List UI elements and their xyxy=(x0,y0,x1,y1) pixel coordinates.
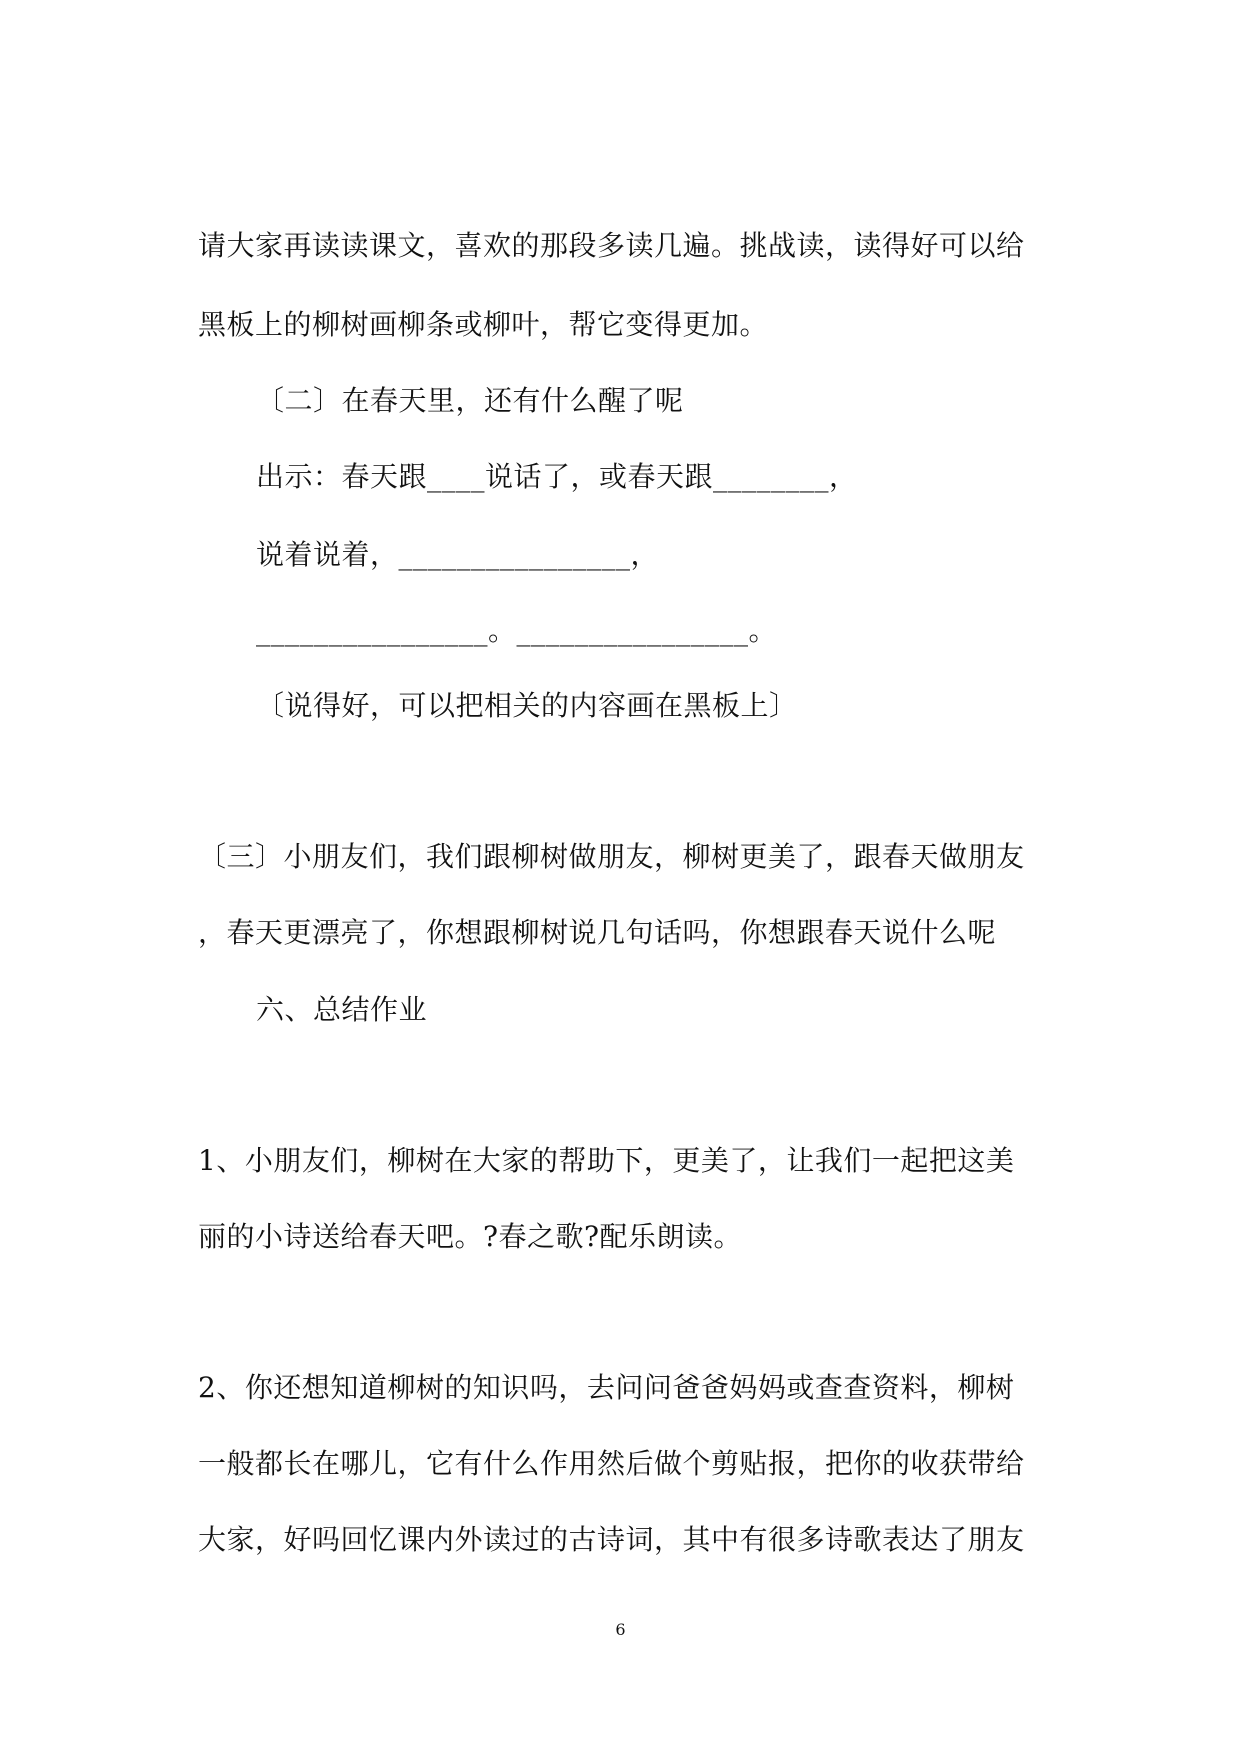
page-number: 6 xyxy=(615,1620,626,1639)
section-heading: 六、总结作业 xyxy=(256,993,428,1026)
body-text-line: 黑板上的柳树画柳条或柳叶，帮它变得更加。 xyxy=(198,308,769,341)
list-item-text: 2、你还想知道柳树的知识吗，去问问爸爸妈妈或查查资料，柳树 xyxy=(198,1371,1015,1404)
body-text-line: 〔三〕小朋友们，我们跟柳树做朋友，柳树更美了，跟春天做朋友 xyxy=(198,840,1025,873)
list-item-text: 丽的小诗送给春天吧。?春之歌?配乐朗读。 xyxy=(198,1220,743,1253)
fill-in-line: 说着说着，________________， xyxy=(256,538,660,571)
body-text-line: ，春天更漂亮了，你想跟柳树说几句话吗，你想跟春天说什么呢 xyxy=(198,916,997,949)
section-heading: 〔二〕在春天里，还有什么醒了呢 xyxy=(256,384,684,417)
list-item-text: 1、小朋友们，柳树在大家的帮助下，更美了，让我们一起把这美 xyxy=(198,1144,1015,1177)
fill-in-line: 出示：春天跟____说话了，或春天跟________， xyxy=(256,460,858,493)
note-text: 〔说得好，可以把相关的内容画在黑板上〕 xyxy=(256,689,798,722)
body-text-line: 请大家再读读课文，喜欢的那段多读几遍。挑战读，读得好可以给 xyxy=(198,229,1025,262)
list-item-text: 一般都长在哪儿，它有什么作用然后做个剪贴报，把你的收获带给 xyxy=(198,1447,1025,1480)
list-item-text: 大家，好吗回忆课内外读过的古诗词，其中有很多诗歌表达了朋友 xyxy=(198,1523,1025,1556)
fill-in-line: ________________。________________。 xyxy=(256,614,778,647)
